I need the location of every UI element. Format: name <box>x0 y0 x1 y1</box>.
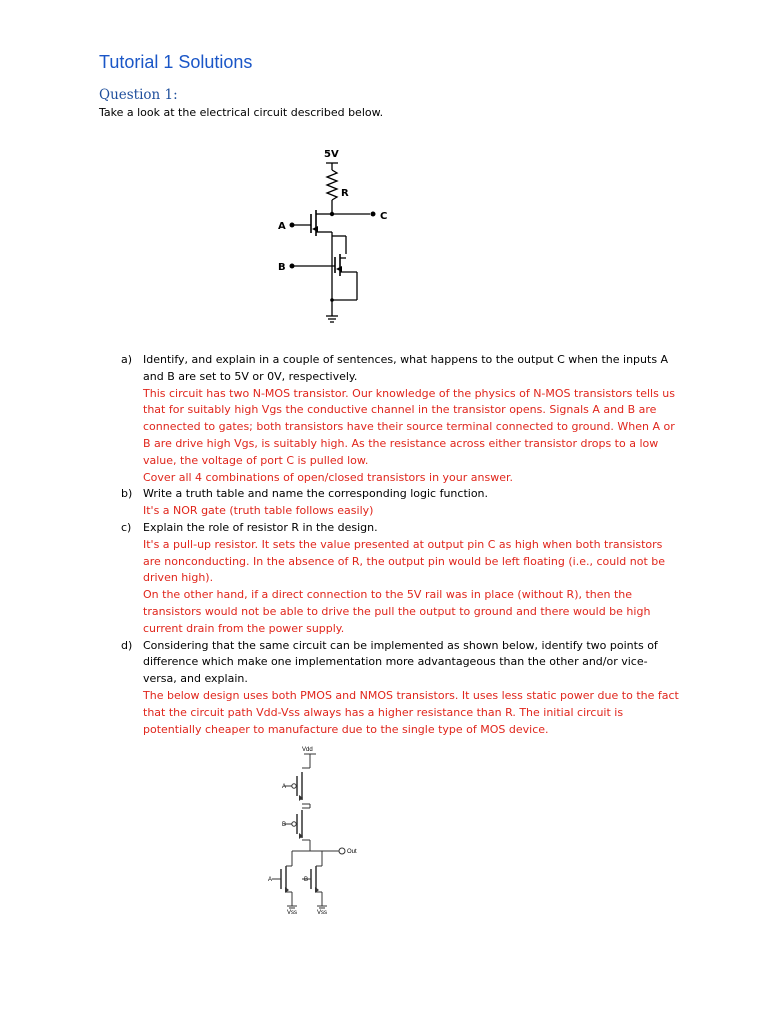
item-letter: d) <box>121 638 133 652</box>
question-text: Considering that the same circuit can be implemented as shown below, identify two points of difference which make one implementation more advantageous than the other and/or vice-versa, and explain. <box>143 638 658 686</box>
question-text: Identify, and explain in a couple of sentences, what happens to the output C when the inputs A and B are set to 5V or 0V, respectively. <box>143 353 669 383</box>
input-b-label: B <box>278 262 286 273</box>
intro-text: Take a look at the electrical circuit described below. <box>99 106 384 119</box>
vss-left-label: Vss <box>287 910 298 916</box>
output-label: C <box>380 211 388 222</box>
answer-text: Cover all 4 combinations of open/closed transistors in your answer. <box>143 470 513 484</box>
answer-text: It's a pull-up resistor. It sets the value presented at output pin C as high when both transistors are nonconducting. In the absence of R, the output pin would be left floating (i.e., could not be driven high). <box>143 537 666 585</box>
supply-label: 5V <box>324 149 339 160</box>
vdd-label: Vdd <box>302 747 313 753</box>
answer-text: It's a NOR gate (truth table follows easily) <box>143 504 374 518</box>
item-letter: b) <box>121 487 133 501</box>
answer-text: This circuit has two N-MOS transistor. Our knowledge of the physics of N-MOS transistors tells us that for suitably high Vgs the conductive channel in the transistor opens. Signals A and B are connected to gates; both transistors have their source terminal connected to ground. When A or B are drive high Vgs, is suitably high. As the resistance across either transistor drops to a low value, the voltage of port C is pulled low. <box>143 386 676 467</box>
out-terminal <box>339 848 345 854</box>
pmos-b-label: B <box>282 822 287 828</box>
resistor-label: R <box>341 188 349 199</box>
question-heading: Question 1: <box>99 87 178 103</box>
item-letter: c) <box>121 520 132 534</box>
vss-right-label: Vss <box>317 910 328 916</box>
nmos-a-label: A <box>268 877 273 883</box>
input-a-label: A <box>278 221 286 232</box>
question-text: Explain the role of resistor R in the design. <box>143 520 378 534</box>
question-text: Write a truth table and name the corresponding logic function. <box>143 487 489 501</box>
pmos-a-label: A <box>282 784 287 790</box>
item-letter: a) <box>121 353 133 366</box>
out-label: Out <box>347 849 357 855</box>
nmos-b-label: B <box>304 877 309 883</box>
pmos-b-bubble <box>292 822 296 826</box>
page-title: Tutorial 1 Solutions <box>99 52 253 72</box>
pmos-a-bubble <box>292 784 296 788</box>
answer-text: On the other hand, if a direct connection to the 5V rail was in place (without R), then the transistors would not be able to drive the pull the output to ground and there would be high current drain from the power supply. <box>143 588 651 635</box>
answer-text: The below design uses both PMOS and NMOS transistors. It uses less static power due to the fact that the circuit path Vdd-Vss always has a higher resistance than R. The initial circuit is potentially cheaper to manufacture due to the single type of MOS device. <box>143 688 679 736</box>
